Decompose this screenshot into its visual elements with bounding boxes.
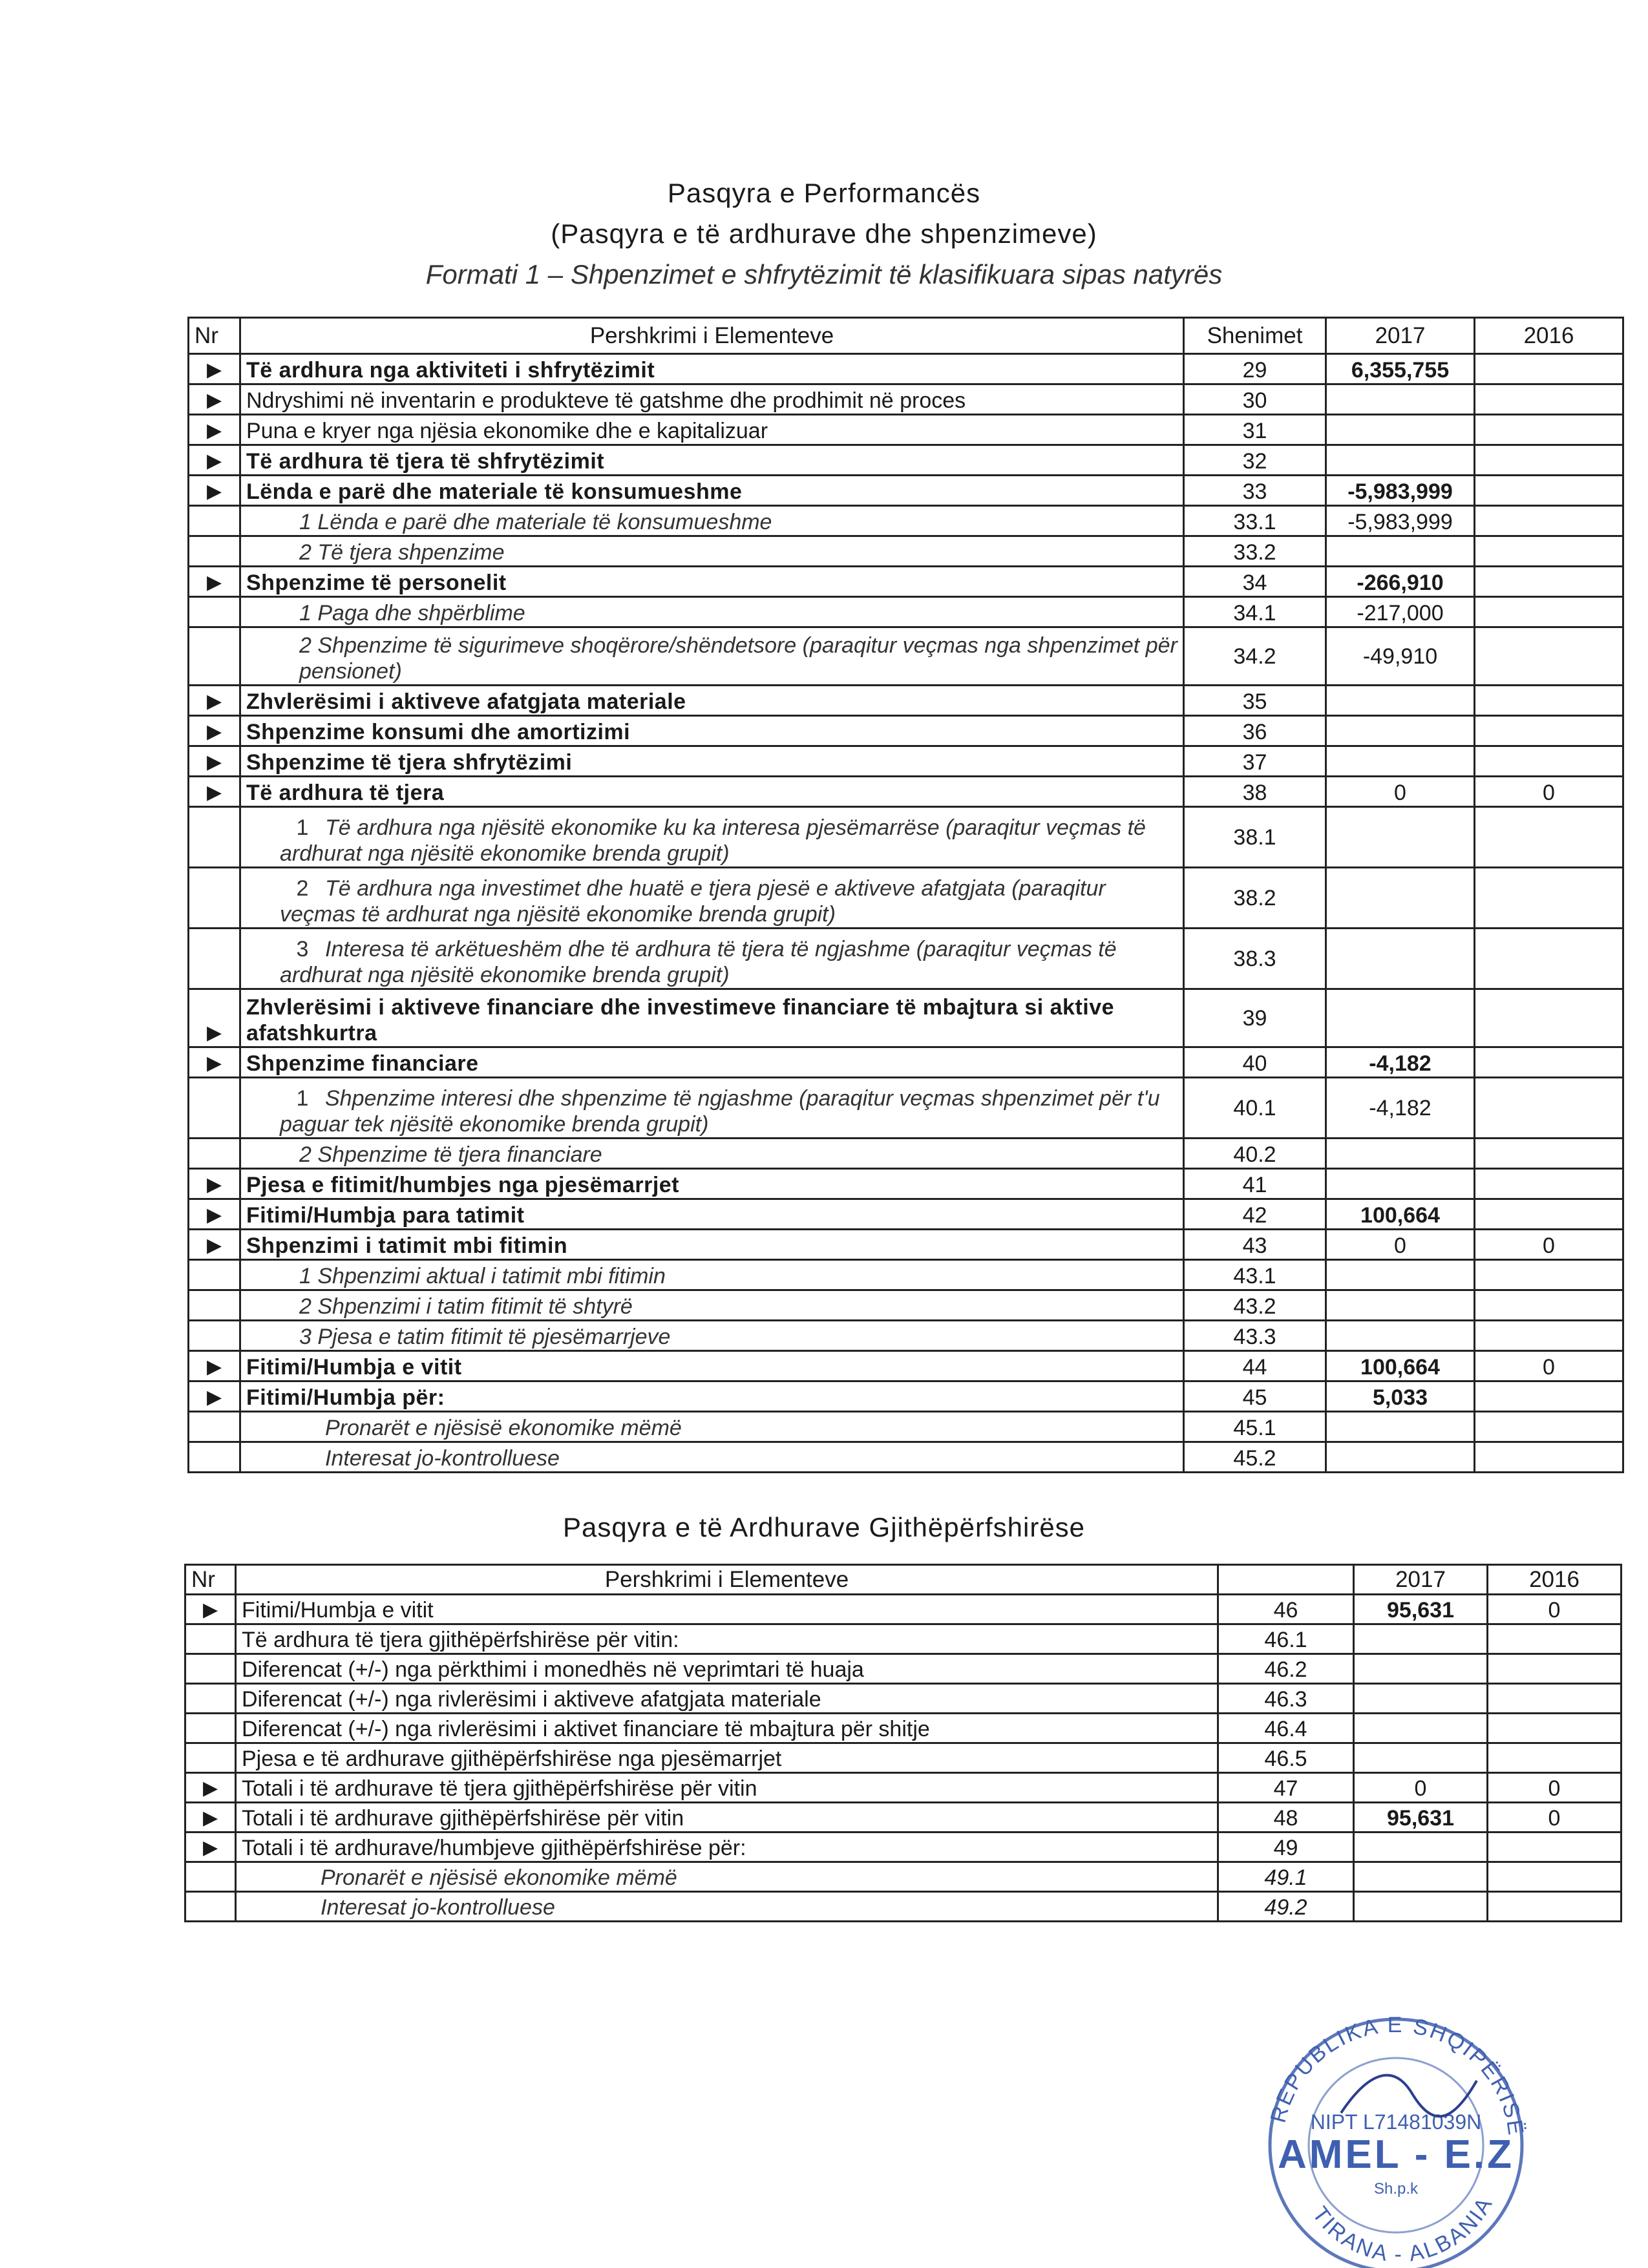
triangle-right-icon: ▶ <box>189 445 240 476</box>
table-row <box>189 807 1623 868</box>
row-label: 2 Të tjera shpenzime <box>240 536 1184 567</box>
table-row <box>185 1892 1622 1922</box>
row-number: 3 <box>296 937 309 961</box>
row-2017 <box>1326 716 1475 746</box>
row-2016 <box>1488 1832 1622 1862</box>
row-note: 44 <box>1184 1351 1326 1381</box>
row-2016 <box>1475 1139 1623 1169</box>
row-2017 <box>1326 1139 1475 1169</box>
row-label: Diferencat (+/-) nga rivlerësimi i aktivet financiare të mbajtura për shitje <box>236 1714 1218 1743</box>
row-2017: 95,631 <box>1354 1595 1488 1624</box>
row-label: Të ardhura të tjera gjithëpërfshirëse për vitin: <box>236 1624 1218 1654</box>
table-row <box>185 1832 1622 1862</box>
table-row <box>189 1260 1623 1290</box>
table-row <box>189 1442 1623 1473</box>
row-label: Shpenzime të tjera shfrytëzimi <box>240 746 1184 777</box>
triangle-right-icon: ▶ <box>189 1351 240 1381</box>
table-row <box>185 1684 1622 1714</box>
row-note: 37 <box>1184 746 1326 777</box>
row-2017 <box>1326 746 1475 777</box>
table-row <box>189 1047 1623 1078</box>
header-description: Pershkrimi i Elementeve <box>240 318 1184 354</box>
row-label: 1 Lënda e parë dhe materiale të konsumueshme <box>240 506 1184 536</box>
stamp-bottom-text: TIRANA - ALBANIA <box>1307 2192 1498 2267</box>
triangle-right-icon: ▶ <box>185 1773 236 1803</box>
row-note: 38 <box>1184 777 1326 807</box>
table-row <box>189 868 1623 929</box>
row-number: 2 <box>296 876 309 901</box>
table-row <box>189 476 1623 506</box>
table-row <box>189 597 1623 627</box>
row-2016 <box>1475 1412 1623 1442</box>
row-2017 <box>1326 1412 1475 1442</box>
row-note: 48 <box>1218 1803 1354 1832</box>
row-label: 1 Paga dhe shpërblime <box>240 597 1184 627</box>
table-row <box>189 384 1623 415</box>
row-note: 46.5 <box>1218 1743 1354 1773</box>
stamp-suffix: Sh.p.k <box>1373 2180 1419 2198</box>
row-2017 <box>1354 1832 1488 1862</box>
table-row <box>189 1169 1623 1199</box>
table-row <box>189 1078 1623 1139</box>
row-label: Ndryshimi në inventarin e produkteve të gatshme dhe prodhimit në proces <box>240 384 1184 415</box>
header-nr: Nr <box>185 1565 236 1595</box>
row-2016 <box>1488 1892 1622 1922</box>
row-label: Lënda e parë dhe materiale të konsumueshme <box>240 476 1184 506</box>
header-2017: 2017 <box>1354 1565 1488 1595</box>
row-note: 46.1 <box>1218 1624 1354 1654</box>
row-2016 <box>1475 567 1623 597</box>
row-2016 <box>1475 929 1623 989</box>
row-label: 3 Pjesa e tatim fitimit të pjesëmarrjeve <box>240 1321 1184 1351</box>
table-row <box>185 1862 1622 1892</box>
row-2017 <box>1326 1260 1475 1290</box>
row-note: 35 <box>1184 686 1326 716</box>
row-note: 40 <box>1184 1047 1326 1078</box>
row-2017 <box>1326 929 1475 989</box>
row-label: Interesat jo-kontrolluese <box>240 1442 1184 1473</box>
row-2016 <box>1475 415 1623 445</box>
row-2016 <box>1475 597 1623 627</box>
row-label: Shpenzimi i tatimit mbi fitimin <box>240 1230 1184 1260</box>
document-subtitle: (Pasqyra e të ardhurave dhe shpenzimeve) <box>551 218 1097 249</box>
row-label: Diferencat (+/-) nga rivlerësimi i aktiveve afatgjata materiale <box>236 1684 1218 1714</box>
row-label: Zhvlerësimi i aktiveve financiare dhe investimeve financiare të mbajtura si aktive afatshkurtra <box>240 989 1184 1047</box>
row-note: 47 <box>1218 1773 1354 1803</box>
row-2016 <box>1488 1684 1622 1714</box>
row-2016 <box>1475 476 1623 506</box>
table-row <box>189 536 1623 567</box>
row-2017 <box>1354 1624 1488 1654</box>
row-2016 <box>1475 1442 1623 1473</box>
row-2017: 100,664 <box>1326 1351 1475 1381</box>
row-note: 33.2 <box>1184 536 1326 567</box>
row-note: 43 <box>1184 1230 1326 1260</box>
document-format: Formati 1 – Shpenzimet e shfrytëzimit të klasifikuara sipas natyrës <box>425 259 1223 289</box>
row-label: 1 Të ardhura nga njësitë ekonomike ku ka interesa pjesëmarrëse (paraqitur veçmas të ardhurat nga njësitë ekonomike brenda grupit) <box>240 807 1184 868</box>
table-row <box>189 1139 1623 1169</box>
row-2017: 100,664 <box>1326 1199 1475 1230</box>
row-note: 34 <box>1184 567 1326 597</box>
row-label: Pjesa e të ardhurave gjithëpërfshirëse nga pjesëmarrjet <box>236 1743 1218 1773</box>
row-2016 <box>1475 1169 1623 1199</box>
row-2017 <box>1326 445 1475 476</box>
row-note: 32 <box>1184 445 1326 476</box>
triangle-right-icon: ▶ <box>185 1803 236 1832</box>
table-row <box>189 1412 1623 1442</box>
row-label: Zhvlerësimi i aktiveve afatgjata materiale <box>240 686 1184 716</box>
header-2017: 2017 <box>1326 318 1475 354</box>
row-2017: -266,910 <box>1326 567 1475 597</box>
table-row <box>189 415 1623 445</box>
row-note: 39 <box>1184 989 1326 1047</box>
performance-table <box>187 317 1624 1473</box>
table-row <box>189 929 1623 989</box>
table-row <box>189 354 1623 384</box>
row-label: Të ardhura të tjera <box>240 777 1184 807</box>
row-note: 38.2 <box>1184 868 1326 929</box>
triangle-right-icon: ▶ <box>189 746 240 777</box>
stamp-nipt: NIPT L71481039N <box>1310 2110 1482 2134</box>
row-2017 <box>1354 1654 1488 1684</box>
row-label: Fitimi/Humbja para tatimit <box>240 1199 1184 1230</box>
triangle-right-icon: ▶ <box>189 1230 240 1260</box>
stamp-top-text: REPUBLIKA E SHQIPËRISË <box>1265 2012 1528 2139</box>
triangle-right-icon: ▶ <box>189 716 240 746</box>
row-2017 <box>1326 868 1475 929</box>
comprehensive-title: Pasqyra e të Ardhurave Gjithëpërfshirëse <box>562 1512 1086 1542</box>
table-row <box>185 1624 1622 1654</box>
row-label: Interesat jo-kontrolluese <box>236 1892 1218 1922</box>
row-note: 43.3 <box>1184 1321 1326 1351</box>
row-label: Pronarët e njësisë ekonomike mëmë <box>236 1862 1218 1892</box>
triangle-right-icon: ▶ <box>189 384 240 415</box>
row-2016 <box>1488 1714 1622 1743</box>
row-note: 41 <box>1184 1169 1326 1199</box>
triangle-right-icon: ▶ <box>189 1047 240 1078</box>
row-2017 <box>1354 1743 1488 1773</box>
row-note: 49 <box>1218 1832 1354 1862</box>
triangle-right-icon: ▶ <box>189 1199 240 1230</box>
row-2017: -49,910 <box>1326 627 1475 686</box>
row-2016 <box>1475 716 1623 746</box>
header-2016: 2016 <box>1475 318 1623 354</box>
row-2017 <box>1354 1862 1488 1892</box>
row-note: 34.1 <box>1184 597 1326 627</box>
table-row <box>189 716 1623 746</box>
table-row <box>189 1199 1623 1230</box>
row-2017 <box>1326 384 1475 415</box>
row-2017 <box>1354 1892 1488 1922</box>
row-2016 <box>1475 746 1623 777</box>
table-row <box>189 567 1623 597</box>
row-2016 <box>1475 1078 1623 1139</box>
row-2016 <box>1475 686 1623 716</box>
header-2016: 2016 <box>1488 1565 1622 1595</box>
row-2017 <box>1326 1321 1475 1351</box>
table-row <box>189 746 1623 777</box>
triangle-right-icon: ▶ <box>189 777 240 807</box>
triangle-right-icon: ▶ <box>189 989 240 1047</box>
row-note: 31 <box>1184 415 1326 445</box>
row-note: 33.1 <box>1184 506 1326 536</box>
row-note: 45.1 <box>1184 1412 1326 1442</box>
row-label: Shpenzime të personelit <box>240 567 1184 597</box>
table-row <box>185 1714 1622 1743</box>
table-row <box>189 506 1623 536</box>
row-2016 <box>1475 1321 1623 1351</box>
row-note: 45.2 <box>1184 1442 1326 1473</box>
row-2016 <box>1475 536 1623 567</box>
row-label: 2 Të ardhura nga investimet dhe huatë e tjera pjesë e aktiveve afatgjata (paraqitur veçmas të ardhurat nga njësitë ekonomike brenda grupit) <box>240 868 1184 929</box>
table-row <box>189 686 1623 716</box>
row-2016: 0 <box>1475 1351 1623 1381</box>
triangle-right-icon: ▶ <box>185 1595 236 1624</box>
row-note: 33 <box>1184 476 1326 506</box>
row-2016 <box>1475 384 1623 415</box>
row-2016 <box>1475 868 1623 929</box>
row-label: Totali i të ardhurave të tjera gjithëpërfshirëse për vitin <box>236 1773 1218 1803</box>
row-2016 <box>1475 1381 1623 1412</box>
header-description: Pershkrimi i Elementeve <box>236 1565 1218 1595</box>
table-row <box>189 989 1623 1047</box>
triangle-right-icon: ▶ <box>189 567 240 597</box>
table-row <box>189 1290 1623 1321</box>
row-note: 46.4 <box>1218 1714 1354 1743</box>
row-label: Shpenzime konsumi dhe amortizimi <box>240 716 1184 746</box>
table-row <box>189 1351 1623 1381</box>
row-label: Fitimi/Humbja e vitit <box>240 1351 1184 1381</box>
row-2017: 6,355,755 <box>1326 354 1475 384</box>
row-note: 45 <box>1184 1381 1326 1412</box>
row-2016 <box>1475 1290 1623 1321</box>
row-2017 <box>1326 1442 1475 1473</box>
row-2017 <box>1354 1684 1488 1714</box>
table-header-row <box>189 318 1623 354</box>
row-2016 <box>1475 1047 1623 1078</box>
row-note: 38.3 <box>1184 929 1326 989</box>
row-2016: 0 <box>1475 777 1623 807</box>
row-2017: 5,033 <box>1326 1381 1475 1412</box>
row-2016: 0 <box>1488 1803 1622 1832</box>
triangle-right-icon: ▶ <box>189 686 240 716</box>
row-note: 40.1 <box>1184 1078 1326 1139</box>
row-2016 <box>1475 807 1623 868</box>
table-row <box>189 777 1623 807</box>
header-notes: Shenimet <box>1184 318 1326 354</box>
row-note: 34.2 <box>1184 627 1326 686</box>
row-label: Diferencat (+/-) nga përkthimi i monedhës në veprimtari të huaja <box>236 1654 1218 1684</box>
row-label: Të ardhura nga aktiviteti i shfrytëzimit <box>240 354 1184 384</box>
company-stamp <box>1244 1997 1541 2268</box>
row-note: 42 <box>1184 1199 1326 1230</box>
table-row <box>185 1595 1622 1624</box>
row-2017: -4,182 <box>1326 1078 1475 1139</box>
document-header <box>0 173 1648 295</box>
row-label: Fitimi/Humbja për: <box>240 1381 1184 1412</box>
row-label: Të ardhura të tjera të shfrytëzimit <box>240 445 1184 476</box>
row-2017 <box>1326 686 1475 716</box>
triangle-right-icon: ▶ <box>189 415 240 445</box>
triangle-right-icon: ▶ <box>189 476 240 506</box>
table-header-row <box>185 1565 1622 1595</box>
row-note: 49.2 <box>1218 1892 1354 1922</box>
row-2017 <box>1326 1290 1475 1321</box>
row-2016 <box>1488 1654 1622 1684</box>
row-2016: 0 <box>1488 1773 1622 1803</box>
row-note: 49.1 <box>1218 1862 1354 1892</box>
row-2017: -4,182 <box>1326 1047 1475 1078</box>
row-label: 1 Shpenzime interesi dhe shpenzime të ngjashme (paraqitur veçmas shpenzimet për t'u paguar tek njësitë ekonomike brenda grupit) <box>240 1078 1184 1139</box>
table-row <box>189 627 1623 686</box>
row-number: 1 <box>296 1086 309 1111</box>
table-row <box>185 1654 1622 1684</box>
row-label: Pjesa e fitimit/humbjes nga pjesëmarrjet <box>240 1169 1184 1199</box>
row-2016 <box>1475 445 1623 476</box>
table-row <box>189 1230 1623 1260</box>
row-note: 46.2 <box>1218 1654 1354 1684</box>
triangle-right-icon: ▶ <box>189 354 240 384</box>
row-note: 36 <box>1184 716 1326 746</box>
row-note: 46 <box>1218 1595 1354 1624</box>
row-label: Fitimi/Humbja e vitit <box>236 1595 1218 1624</box>
row-2016: 0 <box>1475 1230 1623 1260</box>
row-2017: 0 <box>1326 777 1475 807</box>
comprehensive-income-table <box>184 1564 1622 1922</box>
row-label: 1 Shpenzimi aktual i tatimit mbi fitimin <box>240 1260 1184 1290</box>
table-row <box>185 1743 1622 1773</box>
table-row <box>185 1803 1622 1832</box>
row-2016 <box>1475 354 1623 384</box>
header-nr: Nr <box>189 318 240 354</box>
table-row <box>189 1381 1623 1412</box>
document-title: Pasqyra e Performancës <box>667 178 981 208</box>
row-2017: -5,983,999 <box>1326 476 1475 506</box>
table-row <box>189 445 1623 476</box>
triangle-right-icon: ▶ <box>189 1381 240 1412</box>
row-label: Totali i të ardhurave/humbjeve gjithëpërfshirëse për: <box>236 1832 1218 1862</box>
row-label: Puna e kryer nga njësia ekonomike dhe e kapitalizuar <box>240 415 1184 445</box>
triangle-right-icon: ▶ <box>185 1832 236 1862</box>
row-2016: 0 <box>1488 1595 1622 1624</box>
row-2017: -217,000 <box>1326 597 1475 627</box>
row-2016 <box>1488 1743 1622 1773</box>
row-note: 43.2 <box>1184 1290 1326 1321</box>
row-note: 38.1 <box>1184 807 1326 868</box>
triangle-right-icon: ▶ <box>189 1169 240 1199</box>
row-note: 46.3 <box>1218 1684 1354 1714</box>
row-label: Shpenzime financiare <box>240 1047 1184 1078</box>
row-2017 <box>1326 989 1475 1047</box>
row-2017: 95,631 <box>1354 1803 1488 1832</box>
row-2016 <box>1488 1862 1622 1892</box>
row-note: 30 <box>1184 384 1326 415</box>
row-label: Pronarët e njësisë ekonomike mëmë <box>240 1412 1184 1442</box>
row-label: 2 Shpenzimi i tatim fitimit të shtyrë <box>240 1290 1184 1321</box>
row-note: 40.2 <box>1184 1139 1326 1169</box>
row-2016 <box>1475 627 1623 686</box>
row-2016 <box>1488 1624 1622 1654</box>
row-2017: 0 <box>1354 1773 1488 1803</box>
table-row <box>189 1321 1623 1351</box>
row-2017 <box>1354 1714 1488 1743</box>
row-label: Totali i të ardhurave gjithëpërfshirëse për vitin <box>236 1803 1218 1832</box>
row-2016 <box>1475 1260 1623 1290</box>
row-2016 <box>1475 989 1623 1047</box>
row-2017 <box>1326 1169 1475 1199</box>
row-2017 <box>1326 415 1475 445</box>
row-2017: -5,983,999 <box>1326 506 1475 536</box>
row-label: 3 Interesa të arkëtueshëm dhe të ardhura të tjera të ngjashme (paraqitur veçmas të ardhurat nga njësitë ekonomike brenda grupit) <box>240 929 1184 989</box>
row-note: 29 <box>1184 354 1326 384</box>
row-note: 43.1 <box>1184 1260 1326 1290</box>
row-number: 1 <box>296 815 309 840</box>
row-2017 <box>1326 536 1475 567</box>
row-2016 <box>1475 1199 1623 1230</box>
stamp-company-name: AMEL - E.Z <box>1277 2132 1515 2177</box>
row-2016 <box>1475 506 1623 536</box>
row-label: 2 Shpenzime të tjera financiare <box>240 1139 1184 1169</box>
table-row <box>185 1773 1622 1803</box>
row-label: 2 Shpenzime të sigurimeve shoqërore/shëndetsore (paraqitur veçmas nga shpenzimet për pensionet) <box>240 627 1184 686</box>
row-2017: 0 <box>1326 1230 1475 1260</box>
row-2017 <box>1326 807 1475 868</box>
